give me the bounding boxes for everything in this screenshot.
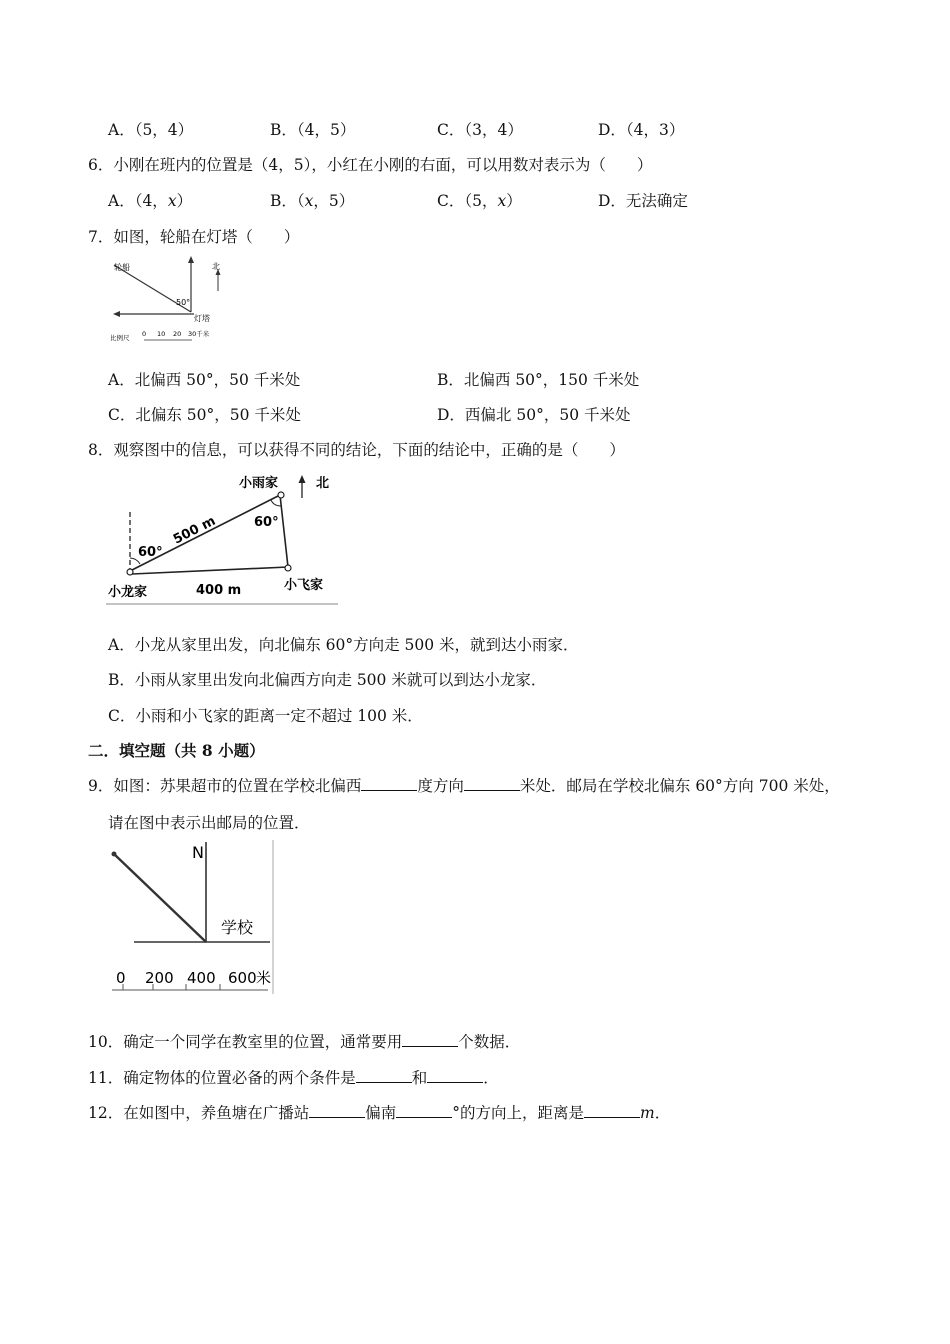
q11: 11．确定物体的位置必备的两个条件是 和 ． — [88, 1069, 499, 1087]
q7-figure — [108, 255, 238, 347]
north-label: 北 — [212, 262, 220, 271]
axis-arrowhead — [113, 311, 120, 317]
q10: 10．确定一个同学在教室里的位置，通常要用 个数据． — [88, 1033, 521, 1051]
q9-figure — [108, 838, 278, 998]
q6-option-d: D．无法确定 — [598, 192, 688, 210]
q7-option-b: B．北偏西 50°，150 千米处 — [437, 371, 640, 389]
north-arrow-head — [299, 475, 306, 483]
label-xiaofei: 小飞家 — [284, 578, 324, 593]
q7-option-d: D．西偏北 50°，50 千米处 — [437, 406, 631, 424]
q5-option-d: D．（4，3） — [598, 121, 685, 139]
scale-tick-0: 0 — [142, 330, 147, 338]
q7-option-c: C．北偏东 50°，50 千米处 — [108, 406, 301, 424]
q7-option-a: A．北偏西 50°，50 千米处 — [108, 371, 301, 389]
q10-blank[interactable] — [402, 1032, 458, 1047]
school-label: 学校 — [221, 918, 254, 937]
q5-option-a: A．（5，4） — [108, 121, 194, 139]
q12: 12．在如图中，养鱼塘在广播站 偏南 °的方向上，距离是 m． — [88, 1104, 671, 1122]
q7-stem: 7．如图，轮船在灯塔（ ） — [88, 228, 300, 246]
q6-option-b: B．（x，5） — [270, 192, 355, 210]
point-feijia — [285, 565, 291, 571]
ship-label: 轮船 — [114, 263, 130, 272]
scale-label-400: 400 — [187, 969, 216, 987]
scale-label: 比例尺 — [110, 334, 130, 342]
label-north: 北 — [316, 476, 330, 491]
supermarket-bearing-line — [114, 854, 206, 942]
q6-stem: 6．小刚在班内的位置是（4，5），小红在小刚的右面，可以用数对表示为（ ） — [88, 156, 653, 174]
q5-option-b: B．（4，5） — [270, 121, 356, 139]
q12-blank-1[interactable] — [309, 1103, 365, 1118]
q9-line1: 9．如图：苏果超市的位置在学校北偏西 度方向 米处．邮局在学校北偏东 60°方向 700 米处， — [88, 777, 840, 795]
q6-option-a: A．（4，x） — [108, 192, 193, 210]
label-xiaolong: 小龙家 — [108, 585, 148, 600]
scale-tick-20: 20 — [173, 330, 182, 338]
section-title: 二．填空题（共 8 小题） — [88, 741, 265, 760]
q12-blank-2[interactable] — [396, 1103, 452, 1118]
point-yujia — [278, 492, 284, 498]
line-longjia-feijia — [132, 567, 288, 574]
point-longjia — [127, 569, 133, 575]
label-500m: 500 m — [171, 513, 219, 548]
label-angle-right: 60° — [254, 515, 279, 530]
q12-blank-3[interactable] — [584, 1103, 640, 1118]
supermarket-point — [112, 852, 117, 857]
q6-option-c: C．（5，x） — [437, 192, 522, 210]
angle-arc-right — [271, 500, 281, 506]
label-400m: 400 m — [196, 583, 242, 598]
north-label: N — [192, 843, 204, 862]
q5-option-c: C．（3，4） — [437, 121, 523, 139]
q9-blank-1[interactable] — [361, 776, 417, 791]
q8-figure — [106, 466, 341, 606]
lighthouse-label: 灯塔 — [194, 314, 210, 323]
q11-blank-1[interactable] — [356, 1068, 412, 1083]
q9-blank-2[interactable] — [464, 776, 520, 791]
q9-line2: 请在图中表示出邮局的位置． — [108, 814, 310, 832]
label-xiaoyu: 小雨家 — [239, 476, 279, 491]
scale-label-200: 200 — [145, 969, 174, 987]
label-angle-left: 60° — [138, 545, 163, 560]
line-yujia-feijia — [280, 495, 288, 567]
q11-blank-2[interactable] — [427, 1068, 483, 1083]
scale-label-600: 600 — [228, 969, 257, 987]
north-line-arrow — [188, 256, 194, 263]
scale-label-0: 0 — [116, 969, 126, 987]
scale-unit: 米 — [256, 969, 272, 987]
q8-option-c: C．小雨和小飞家的距离一定不超过 100 米． — [108, 707, 423, 725]
q8-stem: 8．观察图中的信息，可以获得不同的结论，下面的结论中，正确的是（ ） — [88, 441, 625, 459]
scale-tick-10: 10 — [157, 330, 166, 338]
scale-tick-30: 30千米 — [188, 330, 210, 338]
angle-label: 50° — [176, 298, 191, 307]
q8-option-a: A．小龙从家里出发，向北偏东 60°方向走 500 米，就到达小雨家． — [108, 636, 579, 654]
q8-option-b: B．小雨从家里出发向北偏西方向走 500 米就可以到达小龙家． — [108, 671, 547, 689]
